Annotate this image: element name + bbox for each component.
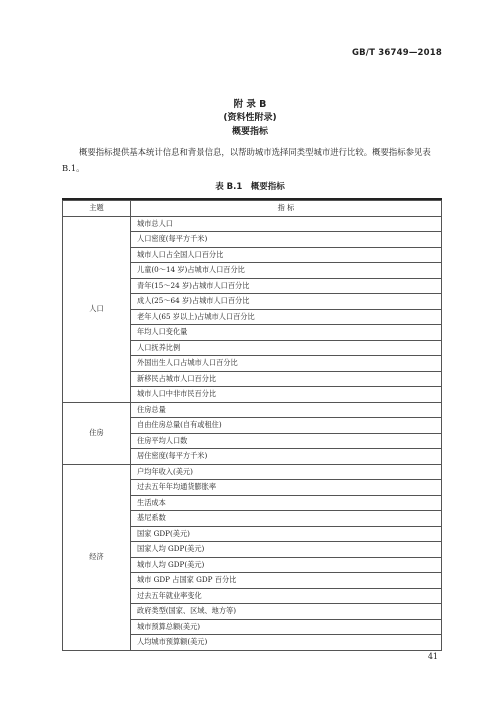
indicator-cell: 人均城市预算额(美元)	[131, 635, 442, 651]
indicator-cell: 住房平均人口数	[131, 433, 442, 449]
indicator-cell: 城市 GDP 占国家 GDP 百分比	[131, 573, 442, 589]
table-row	[63, 464, 442, 480]
indicator-column-header: 指 标	[131, 201, 442, 217]
indicator-cell: 户均年收入(美元)	[131, 464, 442, 480]
indicator-cell: 城市人口中非市民百分比	[131, 387, 442, 403]
indicator-cell: 新移民占城市人口百分比	[131, 371, 442, 387]
page-number: 41	[427, 652, 438, 661]
table-body	[63, 216, 442, 650]
indicator-cell: 外国出生人口占城市人口百分比	[131, 356, 442, 372]
indicator-cell: 生活成本	[131, 495, 442, 511]
annex-title: 附 录 B	[233, 99, 267, 110]
table-row	[63, 402, 442, 418]
standard-code: GB/T 36749—2018	[351, 48, 442, 58]
indicator-cell: 城市总人口	[131, 216, 442, 232]
indicator-cell: 年均人口变化量	[131, 325, 442, 341]
intro-paragraph: 概要指标提供基本统计信息和背景信息，以帮助城市选择同类型城市进行比较。概要指标参见表 B.1。	[62, 147, 431, 173]
indicator-cell: 城市人均 GDP(美元)	[131, 557, 442, 573]
theme-cell: 住房	[63, 402, 131, 464]
annex-name: 概要指标	[231, 127, 268, 137]
indicator-cell: 过去五年年均通货膨胀率	[131, 480, 442, 496]
theme-cell: 人口	[63, 216, 131, 402]
table-caption: 表 B.1 概要指标	[215, 182, 285, 192]
indicator-cell: 国家人均 GDP(美元)	[131, 542, 442, 558]
theme-cell: 经济	[63, 464, 131, 650]
indicator-cell: 居住密度(每平方千米)	[131, 449, 442, 465]
indicator-cell: 自由住房总量(自有或租住)	[131, 418, 442, 434]
indicator-cell: 基尼系数	[131, 511, 442, 527]
indicator-cell: 青年(15～24 岁)占城市人口百分比	[131, 278, 442, 294]
indicator-cell: 成人(25～64 岁)占城市人口百分比	[131, 294, 442, 310]
indicator-cell: 人口抚养比例	[131, 340, 442, 356]
indicator-cell: 国家 GDP(美元)	[131, 526, 442, 542]
theme-column-header: 主题	[63, 201, 131, 217]
indicator-cell: 人口密度(每平方千米)	[131, 232, 442, 248]
indicator-cell: 老年人(65 岁以上)占城市人口百分比	[131, 309, 442, 325]
indicator-cell: 儿童(0～14 岁)占城市人口百分比	[131, 263, 442, 279]
indicator-cell: 政府类型(国家、区域、地方等)	[131, 604, 442, 620]
indicators-table	[62, 200, 442, 651]
indicator-cell: 住房总量	[131, 402, 442, 418]
table-row	[63, 216, 442, 232]
indicator-cell: 城市预算总额(美元)	[131, 619, 442, 635]
table-header-row	[63, 201, 442, 217]
indicator-cell: 过去五年就业率变化	[131, 588, 442, 604]
indicator-cell: 城市人口占全国人口百分比	[131, 247, 442, 263]
annex-subtitle: (资料性附录)	[223, 113, 277, 123]
